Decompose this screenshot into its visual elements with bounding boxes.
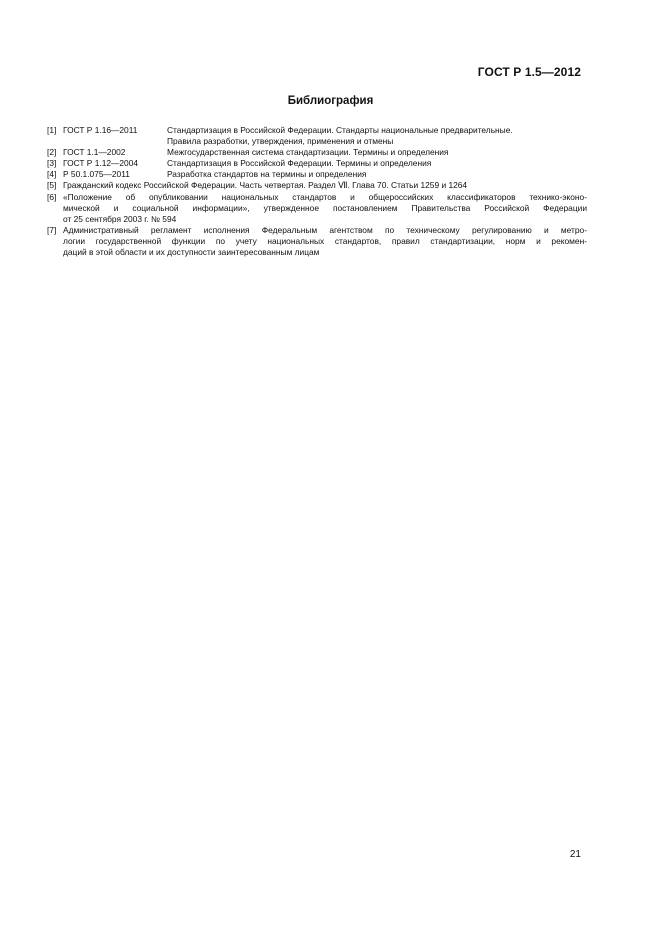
- entry-text: [167, 125, 587, 147]
- document-code: ГОСТ Р 1.5—2012: [477, 65, 581, 79]
- entry-text-line: от 25 сентября 2003 г. № 594: [63, 213, 177, 224]
- entry-number: [3]: [47, 158, 57, 169]
- entry-text-line: Стандартизация в Российской Федерации. Термины и определения: [167, 158, 432, 169]
- entry-text-line: Административный регламент исполнения Федеральным агентством по техническому регулированию и метро-: [63, 224, 587, 235]
- entry-text: [167, 147, 587, 158]
- entry-number: [2]: [47, 147, 57, 158]
- entry-text-line: Правила разработки, утверждения, применения и отмены: [167, 136, 394, 147]
- entry-text-line: логии государственной функции по учету национальных стандартов, правил стандартизации, норм и рекомен-: [63, 235, 587, 246]
- entry-text: [167, 158, 587, 169]
- entry-text: [167, 169, 587, 180]
- entry-number: [4]: [47, 169, 57, 180]
- bibliography-entry: [47, 147, 587, 158]
- entry-text-line: Стандартизация в Российской Федерации. Стандарты национальные предварительные.: [167, 125, 513, 135]
- entry-number: [6]: [47, 191, 57, 202]
- bibliography-entry: [47, 192, 587, 225]
- entry-text: [63, 180, 587, 191]
- entry-reference: ГОСТ Р 1.12—2004: [63, 158, 139, 169]
- entry-text-line: «Положение об опубликовании национальных стандартов и общероссийских классификаторов технико-эконо-: [63, 191, 587, 202]
- entry-number: [5]: [47, 180, 57, 191]
- bibliography-title: Библиография: [287, 95, 374, 107]
- entry-reference: Р 50.1.075—2011: [63, 169, 130, 180]
- bibliography-entry: [47, 225, 587, 258]
- entry-text-line: мической и социальной информации», утвержденное постановлением Правительства Российской Федерации: [63, 202, 587, 213]
- bibliography-entry: [47, 169, 587, 180]
- entry-text-line: Разработка стандартов на термины и определения: [167, 169, 367, 180]
- bibliography-entry: [47, 158, 587, 169]
- entry-text-line: Гражданский кодекс Российской Федерации. Часть четвертая. Раздел Ⅶ. Глава 70. Статьи 1259 и 1264: [63, 180, 468, 191]
- bibliography-entry: [47, 125, 587, 147]
- page-number: 21: [569, 849, 581, 860]
- bibliography-list: [47, 125, 587, 258]
- entry-number: [7]: [47, 224, 57, 235]
- entry-text: [63, 225, 587, 258]
- entry-text-line: даций в этой области и их доступности заинтересованным лицам: [63, 247, 320, 258]
- entry-reference: ГОСТ 1.1—2002: [63, 147, 126, 158]
- entry-number: [1]: [47, 125, 57, 135]
- entry-reference: ГОСТ Р 1.16—2011: [63, 125, 138, 135]
- bibliography-entry: [47, 180, 587, 191]
- entry-text: [63, 192, 587, 225]
- entry-text-line: Межгосударственная система стандартизации. Термины и определения: [167, 147, 449, 158]
